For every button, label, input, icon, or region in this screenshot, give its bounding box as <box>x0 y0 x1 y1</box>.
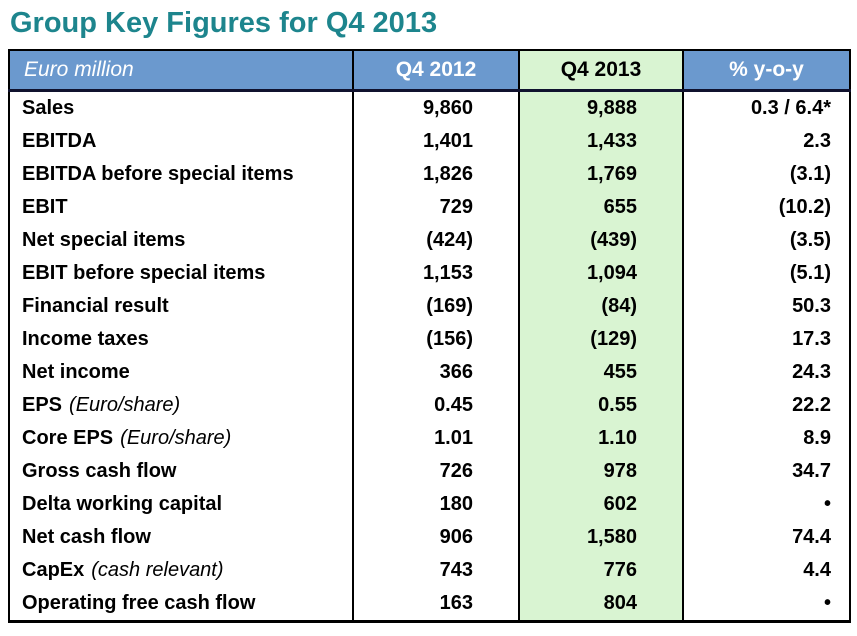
row-label-cell <box>9 488 353 521</box>
cell-yoy: 22.2 <box>683 389 850 422</box>
row-label-cell <box>9 587 353 622</box>
table-row <box>9 158 850 191</box>
table-row <box>9 323 850 356</box>
column-header-yoy: % y-o-y <box>683 50 850 91</box>
row-label: Financial result <box>22 295 169 317</box>
table-row <box>9 191 850 224</box>
cell-yoy: 50.3 <box>683 290 850 323</box>
row-label: EBITDA before special items <box>22 163 294 185</box>
cell-q4-2013: 978 <box>519 455 683 488</box>
cell-yoy: (3.5) <box>683 224 850 257</box>
cell-q4-2013: 776 <box>519 554 683 587</box>
cell-q4-2012: 743 <box>353 554 519 587</box>
cell-q4-2012: (156) <box>353 323 519 356</box>
key-figures-table <box>8 49 851 623</box>
cell-q4-2012: 729 <box>353 191 519 224</box>
cell-q4-2012: 1.01 <box>353 422 519 455</box>
row-label: Core EPS <box>22 427 114 449</box>
cell-q4-2013: 804 <box>519 587 683 622</box>
cell-yoy: 24.3 <box>683 356 850 389</box>
column-header-q4-2012: Q4 2012 <box>353 50 519 91</box>
cell-q4-2013: (84) <box>519 290 683 323</box>
table-row <box>9 356 850 389</box>
cell-yoy: 34.7 <box>683 455 850 488</box>
column-header-q4-2013: Q4 2013 <box>519 50 683 91</box>
cell-q4-2012: 180 <box>353 488 519 521</box>
cell-q4-2013: 602 <box>519 488 683 521</box>
table-row <box>9 554 850 587</box>
row-label-cell <box>9 422 353 455</box>
row-label-cell <box>9 356 353 389</box>
table-row <box>9 290 850 323</box>
row-label: Sales <box>22 97 75 119</box>
cell-q4-2012: 366 <box>353 356 519 389</box>
row-label: EPS <box>22 394 63 416</box>
row-label-note: (Euro/share) <box>120 427 232 449</box>
table-row <box>9 422 850 455</box>
cell-q4-2013: 1,094 <box>519 257 683 290</box>
row-label-cell <box>9 521 353 554</box>
row-label-cell <box>9 323 353 356</box>
cell-yoy: (3.1) <box>683 158 850 191</box>
table-row <box>9 125 850 158</box>
cell-yoy: 74.4 <box>683 521 850 554</box>
cell-q4-2013: (439) <box>519 224 683 257</box>
row-label: EBIT before special items <box>22 262 266 284</box>
table-row <box>9 488 850 521</box>
cell-q4-2012: 906 <box>353 521 519 554</box>
table-row <box>9 389 850 422</box>
cell-q4-2012: 1,401 <box>353 125 519 158</box>
cell-yoy: 17.3 <box>683 323 850 356</box>
cell-q4-2013: 1.10 <box>519 422 683 455</box>
row-label: EBIT <box>22 196 68 218</box>
table-row <box>9 91 850 126</box>
row-label: Net cash flow <box>22 526 151 548</box>
row-label: Gross cash flow <box>22 460 177 482</box>
table-row <box>9 521 850 554</box>
row-label-cell <box>9 91 353 126</box>
table-row <box>9 587 850 622</box>
cell-yoy: 0.3 / 6.4* <box>683 91 850 126</box>
cell-yoy: • <box>683 587 850 622</box>
cell-q4-2012: 1,826 <box>353 158 519 191</box>
row-label-cell <box>9 455 353 488</box>
cell-yoy: • <box>683 488 850 521</box>
cell-q4-2012: 726 <box>353 455 519 488</box>
row-label: Net income <box>22 361 130 383</box>
cell-q4-2012: (169) <box>353 290 519 323</box>
row-label: Operating free cash flow <box>22 592 256 614</box>
row-label-cell <box>9 554 353 587</box>
cell-yoy: 8.9 <box>683 422 850 455</box>
table-row <box>9 224 850 257</box>
cell-q4-2013: 1,433 <box>519 125 683 158</box>
row-label-cell <box>9 125 353 158</box>
row-label: Income taxes <box>22 328 149 350</box>
row-label-cell <box>9 158 353 191</box>
cell-q4-2012: (424) <box>353 224 519 257</box>
cell-q4-2013: 655 <box>519 191 683 224</box>
table-row <box>9 455 850 488</box>
cell-yoy: 4.4 <box>683 554 850 587</box>
row-label-cell <box>9 224 353 257</box>
cell-q4-2012: 9,860 <box>353 91 519 126</box>
column-header-unit: Euro million <box>9 50 353 91</box>
cell-q4-2012: 163 <box>353 587 519 622</box>
page-title: Group Key Figures for Q4 2013 <box>10 7 438 39</box>
table-header-row <box>9 50 850 91</box>
cell-q4-2013: (129) <box>519 323 683 356</box>
row-label: EBITDA <box>22 130 97 152</box>
cell-q4-2012: 1,153 <box>353 257 519 290</box>
table-row <box>9 257 850 290</box>
row-label-note: (Euro/share) <box>69 394 181 416</box>
cell-yoy: (5.1) <box>683 257 850 290</box>
cell-q4-2013: 9,888 <box>519 91 683 126</box>
row-label-cell <box>9 290 353 323</box>
cell-yoy: (10.2) <box>683 191 850 224</box>
cell-q4-2013: 1,769 <box>519 158 683 191</box>
cell-q4-2013: 1,580 <box>519 521 683 554</box>
row-label: CapEx <box>22 559 85 581</box>
cell-q4-2013: 0.55 <box>519 389 683 422</box>
row-label: Delta working capital <box>22 493 223 515</box>
row-label-cell <box>9 191 353 224</box>
cell-q4-2013: 455 <box>519 356 683 389</box>
row-label-cell <box>9 257 353 290</box>
row-label: Net special items <box>22 229 186 251</box>
row-label-cell <box>9 389 353 422</box>
cell-yoy: 2.3 <box>683 125 850 158</box>
cell-q4-2012: 0.45 <box>353 389 519 422</box>
row-label-note: (cash relevant) <box>91 559 224 581</box>
